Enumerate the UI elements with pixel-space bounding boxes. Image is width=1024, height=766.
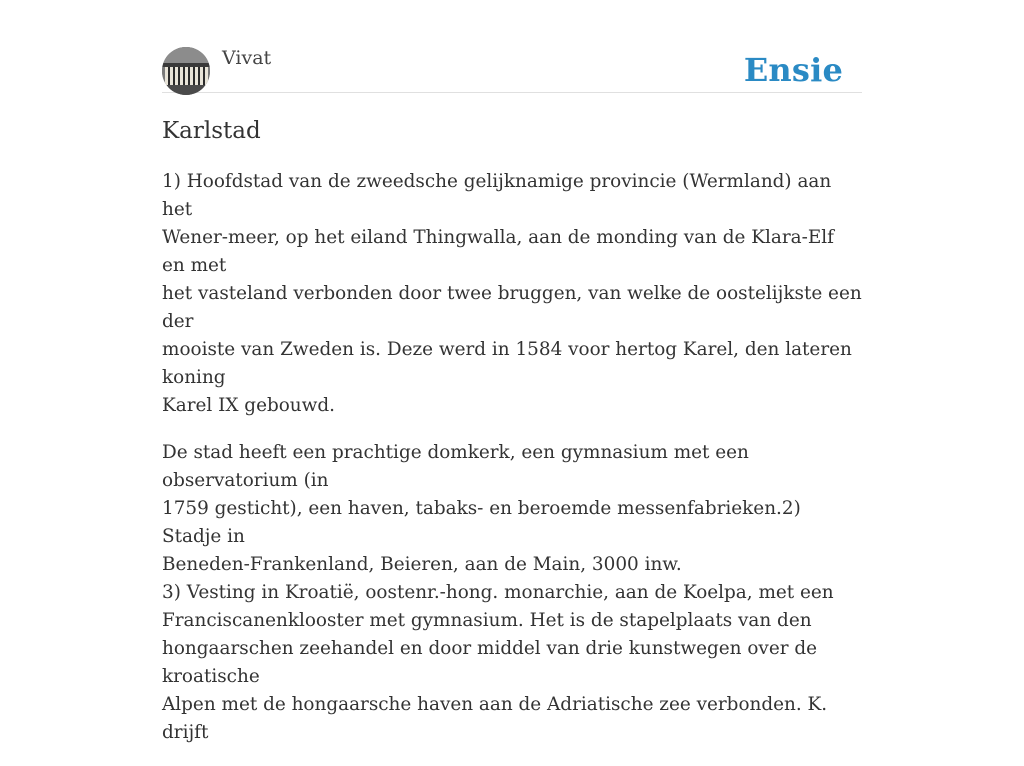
header [162, 0, 862, 93]
paragraph-line: 1759 gesticht), een haven, tabaks- en beroemde messenfabrieken.2) Stadje in [162, 498, 801, 547]
page-title: Karlstad [162, 118, 261, 144]
paragraph-line: 3) Vesting in Kroatië, oostenr.-hong. monarchie, aan de Koelpa, met een [162, 582, 834, 603]
books-avatar-icon [162, 47, 210, 95]
paragraph-line: hongaarschen zeehandel en door middel van drie kunstwegen over de kroatische [162, 638, 817, 687]
paragraph-line: Franciscanenklooster met gymnasium. Het is de stapelplaats van den [162, 610, 812, 631]
paragraph-line: Beneden-Frankenland, Beieren, aan de Main, 3000 inw. [162, 554, 682, 575]
paragraph-line: Alpen met de hongaarsche haven aan de Adriatische zee verbonden. K. drijft [162, 694, 828, 743]
paragraph [162, 439, 862, 747]
paragraph-line: het vasteland verbonden door twee bruggen, van welke de oostelijkste een der [162, 283, 862, 332]
paragraph-line: mooiste van Zweden is. Deze werd in 1584 voor hertog Karel, den lateren koning [162, 339, 852, 388]
author-name[interactable]: Vivat [222, 47, 272, 69]
avatar[interactable] [162, 47, 210, 95]
page [162, 0, 862, 743]
paragraph-line: Karel IX gebouwd. [162, 395, 336, 416]
article-body [162, 168, 862, 766]
brand-logo[interactable]: Ensie [743, 51, 843, 89]
paragraph-line: De stad heeft een prachtige domkerk, een gymnasium met een observatorium (in [162, 442, 749, 491]
paragraph-line: 1) Hoofdstad van de zweedsche gelijknamige provincie (Wermland) aan het [162, 171, 832, 220]
paragraph-line: Wener-meer, op het eiland Thingwalla, aan de monding van de Klara-Elf en met [162, 227, 834, 276]
paragraph [162, 168, 862, 420]
